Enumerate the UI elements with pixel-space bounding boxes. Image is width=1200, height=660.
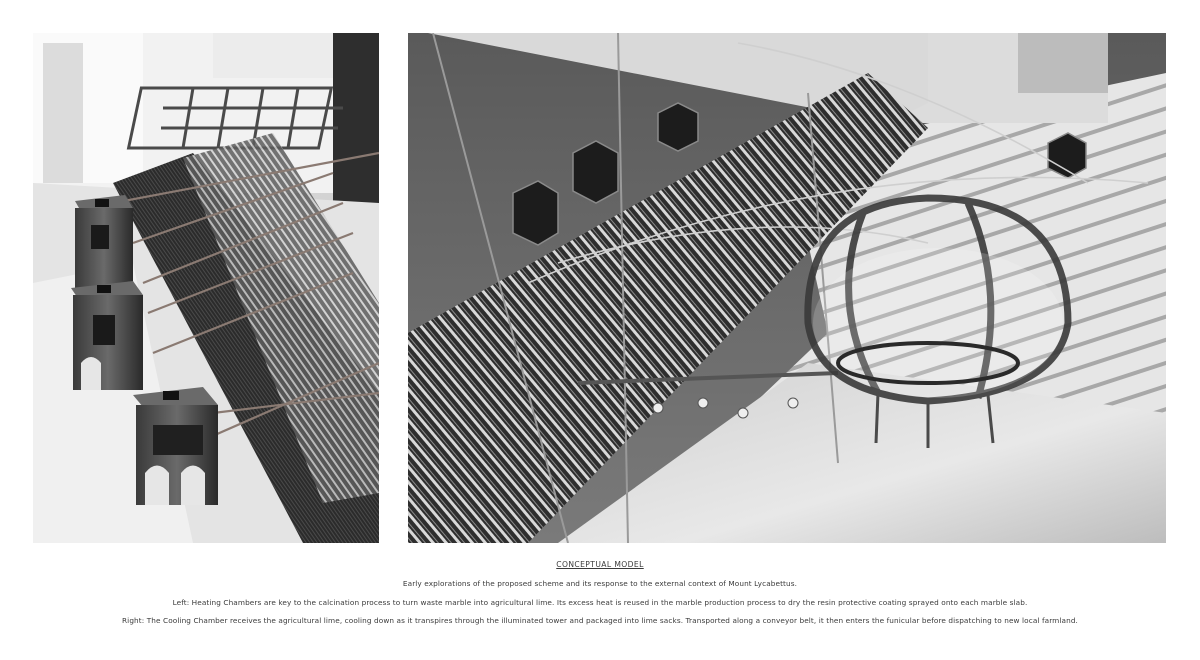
heating-chambers-model-photo <box>33 33 379 543</box>
caption-title: CONCEPTUAL MODEL <box>556 560 644 569</box>
caption-intro: Early explorations of the proposed scheme and its response to the external context of Mount Lycabettus. <box>402 579 798 588</box>
caption-left-description: Left: Heating Chambers are key to the calcination process to turn waste marble into agricultural lime. Its excess heat is reused in the marble production process to dry the resin protective coating sprayed onto each marble slab. <box>172 598 1028 607</box>
heating-chamber-3 <box>133 387 218 505</box>
heating-chamber-2 <box>71 281 143 390</box>
heating-chambers-illustration <box>33 33 379 543</box>
caption-right-description: Right: The Cooling Chamber receives the agricultural lime, cooling down as it transpires through the illuminated tower and packaged into lime sacks. Transported along a conveyor belt, it then enters the funicular before dispatching to new local farmland. <box>122 616 1078 625</box>
heating-chamber-1 <box>75 195 133 288</box>
cooling-chamber-illustration <box>408 33 1166 543</box>
cooling-chamber-model-photo <box>408 33 1166 543</box>
